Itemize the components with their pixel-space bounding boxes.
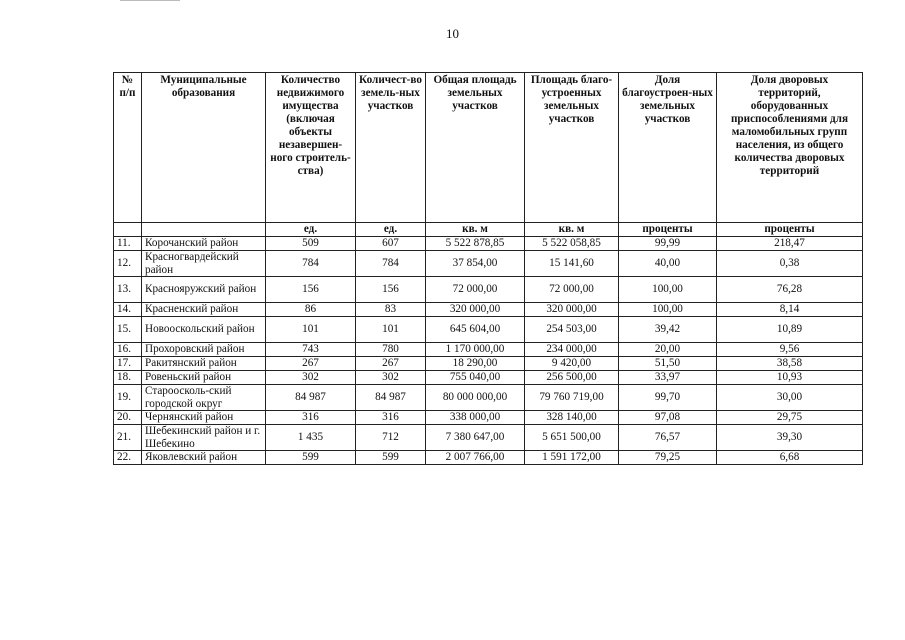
municipal-data-table [113,72,863,465]
row-number: 21. [114,425,142,451]
unit-cell [142,223,266,237]
property-count: 509 [266,237,356,251]
property-count: 743 [266,343,356,357]
property-count: 784 [266,251,356,277]
improved-area: 9 420,00 [525,357,619,371]
accessible-yards-share: 9,56 [717,343,863,357]
improved-share: 20,00 [619,343,717,357]
accessible-yards-share: 38,58 [717,357,863,371]
plot-count: 83 [356,303,426,317]
plot-count: 302 [356,371,426,385]
plot-count: 607 [356,237,426,251]
plot-count: 101 [356,317,426,343]
unit-cell: кв. м [525,223,619,237]
improved-area: 72 000,00 [525,277,619,303]
total-area: 755 040,00 [426,371,525,385]
accessible-yards-share: 218,47 [717,237,863,251]
col-header-municipality: Муниципальные образования [142,73,266,223]
property-count: 302 [266,371,356,385]
improved-area: 256 500,00 [525,371,619,385]
table-row [114,237,863,251]
unit-cell: ед. [356,223,426,237]
col-header-plot-count: Количест-во земель-ных участков [356,73,426,223]
municipality-name: Ровеньский район [142,371,266,385]
total-area: 72 000,00 [426,277,525,303]
total-area: 1 170 000,00 [426,343,525,357]
plot-count: 780 [356,343,426,357]
improved-area: 320 000,00 [525,303,619,317]
col-header-property-count: Количество недвижимого имущества (включая объекты незавершен-ного строитель-ства) [266,73,356,223]
municipality-name: Красногвардейский район [142,251,266,277]
row-number: 11. [114,237,142,251]
unit-cell: ед. [266,223,356,237]
row-number: 19. [114,385,142,411]
plot-count: 599 [356,451,426,465]
improved-share: 79,25 [619,451,717,465]
improved-area: 254 503,00 [525,317,619,343]
total-area: 80 000 000,00 [426,385,525,411]
table-row [114,371,863,385]
row-number: 22. [114,451,142,465]
property-count: 101 [266,317,356,343]
property-count: 316 [266,411,356,425]
municipality-name: Красненский район [142,303,266,317]
col-header-number: № п/п [114,73,142,223]
plot-count: 84 987 [356,385,426,411]
table-row [114,425,863,451]
row-number: 17. [114,357,142,371]
property-count: 156 [266,277,356,303]
municipality-name: Ракитянский район [142,357,266,371]
col-header-improved-share: Доля благоустроен-ных земельных участков [619,73,717,223]
improved-area: 5 651 500,00 [525,425,619,451]
accessible-yards-share: 8,14 [717,303,863,317]
total-area: 338 000,00 [426,411,525,425]
row-number: 20. [114,411,142,425]
units-row [114,223,863,237]
total-area: 645 604,00 [426,317,525,343]
improved-share: 97,08 [619,411,717,425]
municipality-name: Чернянский район [142,411,266,425]
unit-cell: кв. м [426,223,525,237]
table-row [114,251,863,277]
improved-area: 328 140,00 [525,411,619,425]
table-row [114,385,863,411]
row-number: 15. [114,317,142,343]
improved-share: 39,42 [619,317,717,343]
table-row [114,357,863,371]
improved-share: 100,00 [619,303,717,317]
improved-share: 40,00 [619,251,717,277]
improved-area: 5 522 058,85 [525,237,619,251]
total-area: 2 007 766,00 [426,451,525,465]
plot-count: 156 [356,277,426,303]
property-count: 86 [266,303,356,317]
municipality-name: Шебекинский район и г. Шебекино [142,425,266,451]
accessible-yards-share: 30,00 [717,385,863,411]
col-header-total-area: Общая площадь земельных участков [426,73,525,223]
row-number: 18. [114,371,142,385]
accessible-yards-share: 39,30 [717,425,863,451]
improved-area: 15 141,60 [525,251,619,277]
plot-count: 784 [356,251,426,277]
scan-artifact [120,0,180,1]
table-body [114,237,863,465]
total-area: 7 380 647,00 [426,425,525,451]
header-row [114,73,863,223]
col-header-accessible-yards-share: Доля дворовых территорий, оборудованных приспособлениями для маломобильных групп населения, из общего количества дворовых территорий [717,73,863,223]
accessible-yards-share: 6,68 [717,451,863,465]
table-row [114,277,863,303]
municipality-name: Яковлевский район [142,451,266,465]
total-area: 5 522 878,85 [426,237,525,251]
accessible-yards-share: 10,89 [717,317,863,343]
unit-cell [114,223,142,237]
table-row [114,303,863,317]
plot-count: 712 [356,425,426,451]
improved-share: 100,00 [619,277,717,303]
total-area: 18 290,00 [426,357,525,371]
improved-share: 99,70 [619,385,717,411]
improved-share: 33,97 [619,371,717,385]
improved-area: 1 591 172,00 [525,451,619,465]
row-number: 13. [114,277,142,303]
improved-share: 51,50 [619,357,717,371]
improved-share: 76,57 [619,425,717,451]
property-count: 267 [266,357,356,371]
col-header-improved-area: Площадь благо-устроенных земельных участков [525,73,619,223]
unit-cell: проценты [619,223,717,237]
row-number: 16. [114,343,142,357]
improved-area: 79 760 719,00 [525,385,619,411]
plot-count: 267 [356,357,426,371]
property-count: 599 [266,451,356,465]
improved-share: 99,99 [619,237,717,251]
property-count: 84 987 [266,385,356,411]
table-row [114,343,863,357]
accessible-yards-share: 0,38 [717,251,863,277]
accessible-yards-share: 76,28 [717,277,863,303]
municipality-name: Прохоровский район [142,343,266,357]
plot-count: 316 [356,411,426,425]
table-row [114,317,863,343]
total-area: 37 854,00 [426,251,525,277]
table-row [114,451,863,465]
row-number: 12. [114,251,142,277]
table-row [114,411,863,425]
total-area: 320 000,00 [426,303,525,317]
municipality-name: Новооскольский район [142,317,266,343]
row-number: 14. [114,303,142,317]
unit-cell: проценты [717,223,863,237]
accessible-yards-share: 29,75 [717,411,863,425]
page-number: 10 [446,26,459,41]
property-count: 1 435 [266,425,356,451]
municipality-name: Краснояружский район [142,277,266,303]
accessible-yards-share: 10,93 [717,371,863,385]
improved-area: 234 000,00 [525,343,619,357]
municipality-name: Корочанский район [142,237,266,251]
municipality-name: Староосколь-ский городской округ [142,385,266,411]
